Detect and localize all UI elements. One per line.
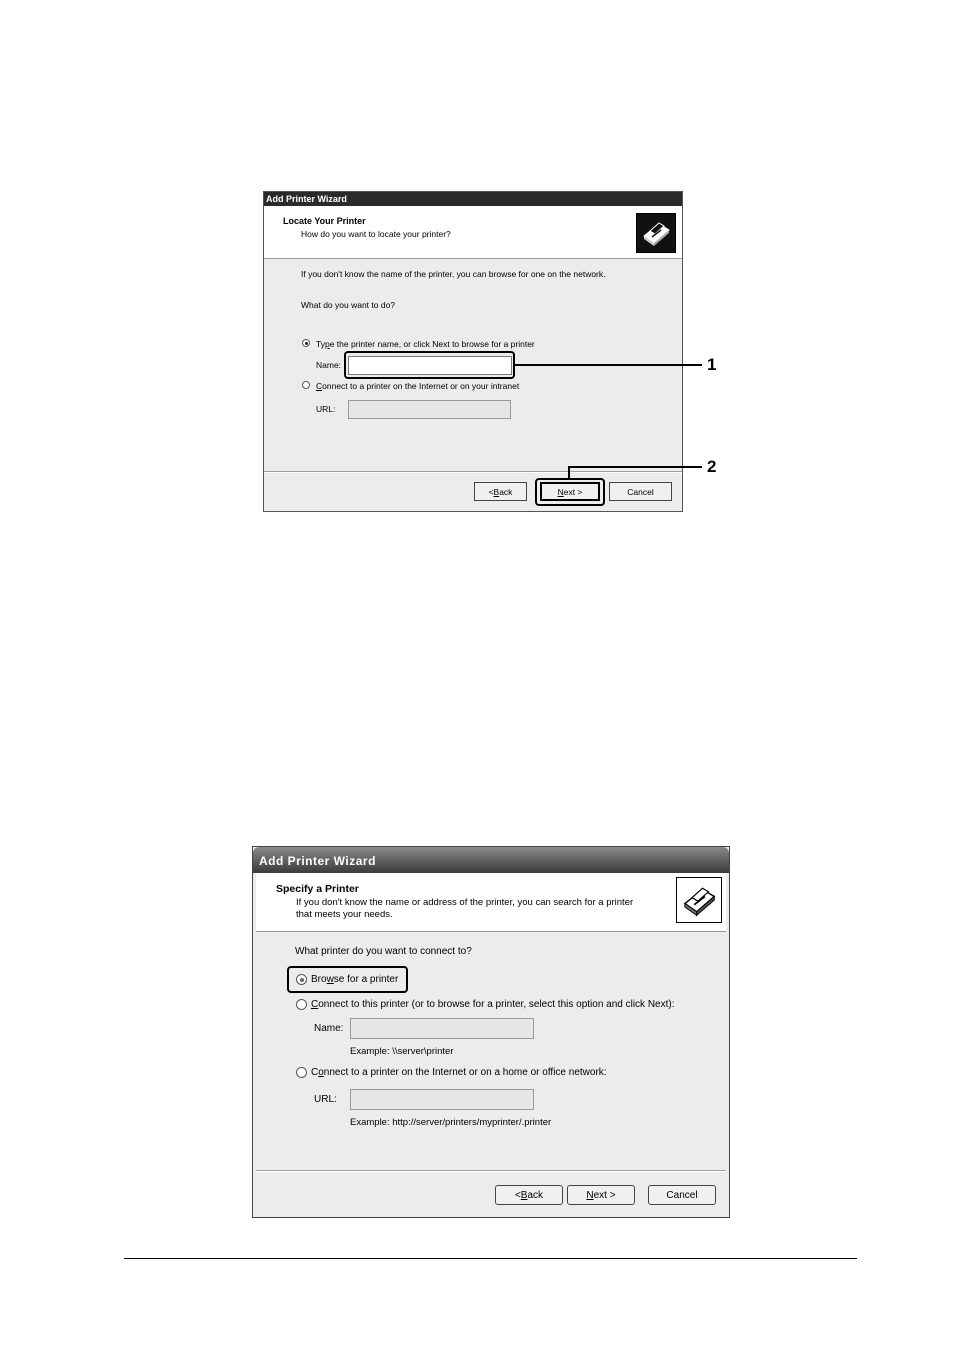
header-subtitle-line-2: that meets your needs.: [296, 909, 393, 920]
footer-rule: [124, 1258, 857, 1259]
back-button[interactable]: < B ack: [474, 482, 527, 501]
wizard-header-panel: [256, 873, 726, 932]
callout-box-next-button: [535, 478, 605, 506]
printer-wizard-icon: [636, 213, 676, 253]
connect-internet-label[interactable]: Connect to a printer on the Internet or on your intranet: [316, 381, 520, 391]
window-title-bar: [264, 192, 682, 206]
connect-this-printer-radio[interactable]: [296, 999, 307, 1010]
type-printer-name-label[interactable]: Type the printer name, or click Next to browse for a printer: [316, 339, 535, 349]
name-example: Example: \\server\printer: [350, 1046, 454, 1057]
callout-number-2: 2: [707, 457, 717, 476]
callout-line-2-horizontal: [568, 466, 702, 468]
connect-internet-radio[interactable]: [296, 1067, 307, 1078]
question-text: What printer do you want to connect to?: [295, 946, 472, 957]
connect-internet-radio[interactable]: [302, 381, 310, 389]
cancel-button[interactable]: Cancel: [648, 1185, 716, 1205]
browse-printer-label[interactable]: Browse for a printer: [311, 974, 399, 985]
window-title: Add Printer Wizard: [266, 194, 347, 204]
back-button[interactable]: < B ack: [495, 1185, 563, 1205]
window-title-bar: [253, 847, 729, 873]
button-separator: [264, 471, 682, 473]
header-subtitle: How do you want to locate your printer?: [301, 229, 451, 239]
next-button[interactable]: N ext >: [540, 482, 600, 501]
url-input[interactable]: [350, 1089, 534, 1110]
header-subtitle-line-1: If you don't know the name or address of the printer, you can search for a printer: [296, 897, 634, 908]
type-printer-name-radio[interactable]: [302, 339, 310, 347]
printer-name-input[interactable]: [350, 1018, 534, 1039]
intro-text: If you don't know the name of the printer, you can browse for one on the network.: [301, 269, 606, 279]
header-title: Locate Your Printer: [283, 216, 366, 226]
wizard-header-panel: [264, 206, 682, 259]
url-example: Example: http://server/printers/myprinter/.printer: [350, 1117, 552, 1128]
url-input[interactable]: [348, 400, 511, 419]
callout-box-browse-option: [287, 966, 408, 993]
button-separator: [256, 1170, 726, 1172]
cancel-button[interactable]: Cancel: [609, 482, 672, 501]
name-label: Name:: [314, 1023, 344, 1034]
window-title: Add Printer Wizard: [259, 854, 376, 868]
add-printer-wizard-dialog-2: [252, 846, 730, 1218]
url-label: URL:: [316, 404, 336, 414]
callout-number-1: 1: [707, 355, 717, 374]
url-label: URL:: [314, 1094, 337, 1105]
connect-this-printer-label[interactable]: Connect to this printer (or to browse for a printer, select this option and click Next):: [311, 999, 675, 1010]
name-label: Name:: [316, 360, 342, 370]
connect-internet-label[interactable]: Connect to a printer on the Internet or on a home or office network:: [311, 1067, 607, 1078]
next-button[interactable]: N ext >: [567, 1185, 635, 1205]
callout-box-name-field: [344, 351, 515, 379]
printer-wizard-icon: [676, 877, 722, 923]
header-title: Specify a Printer: [276, 883, 359, 895]
callout-line-1: [515, 364, 702, 366]
question-text: What do you want to do?: [301, 300, 396, 310]
